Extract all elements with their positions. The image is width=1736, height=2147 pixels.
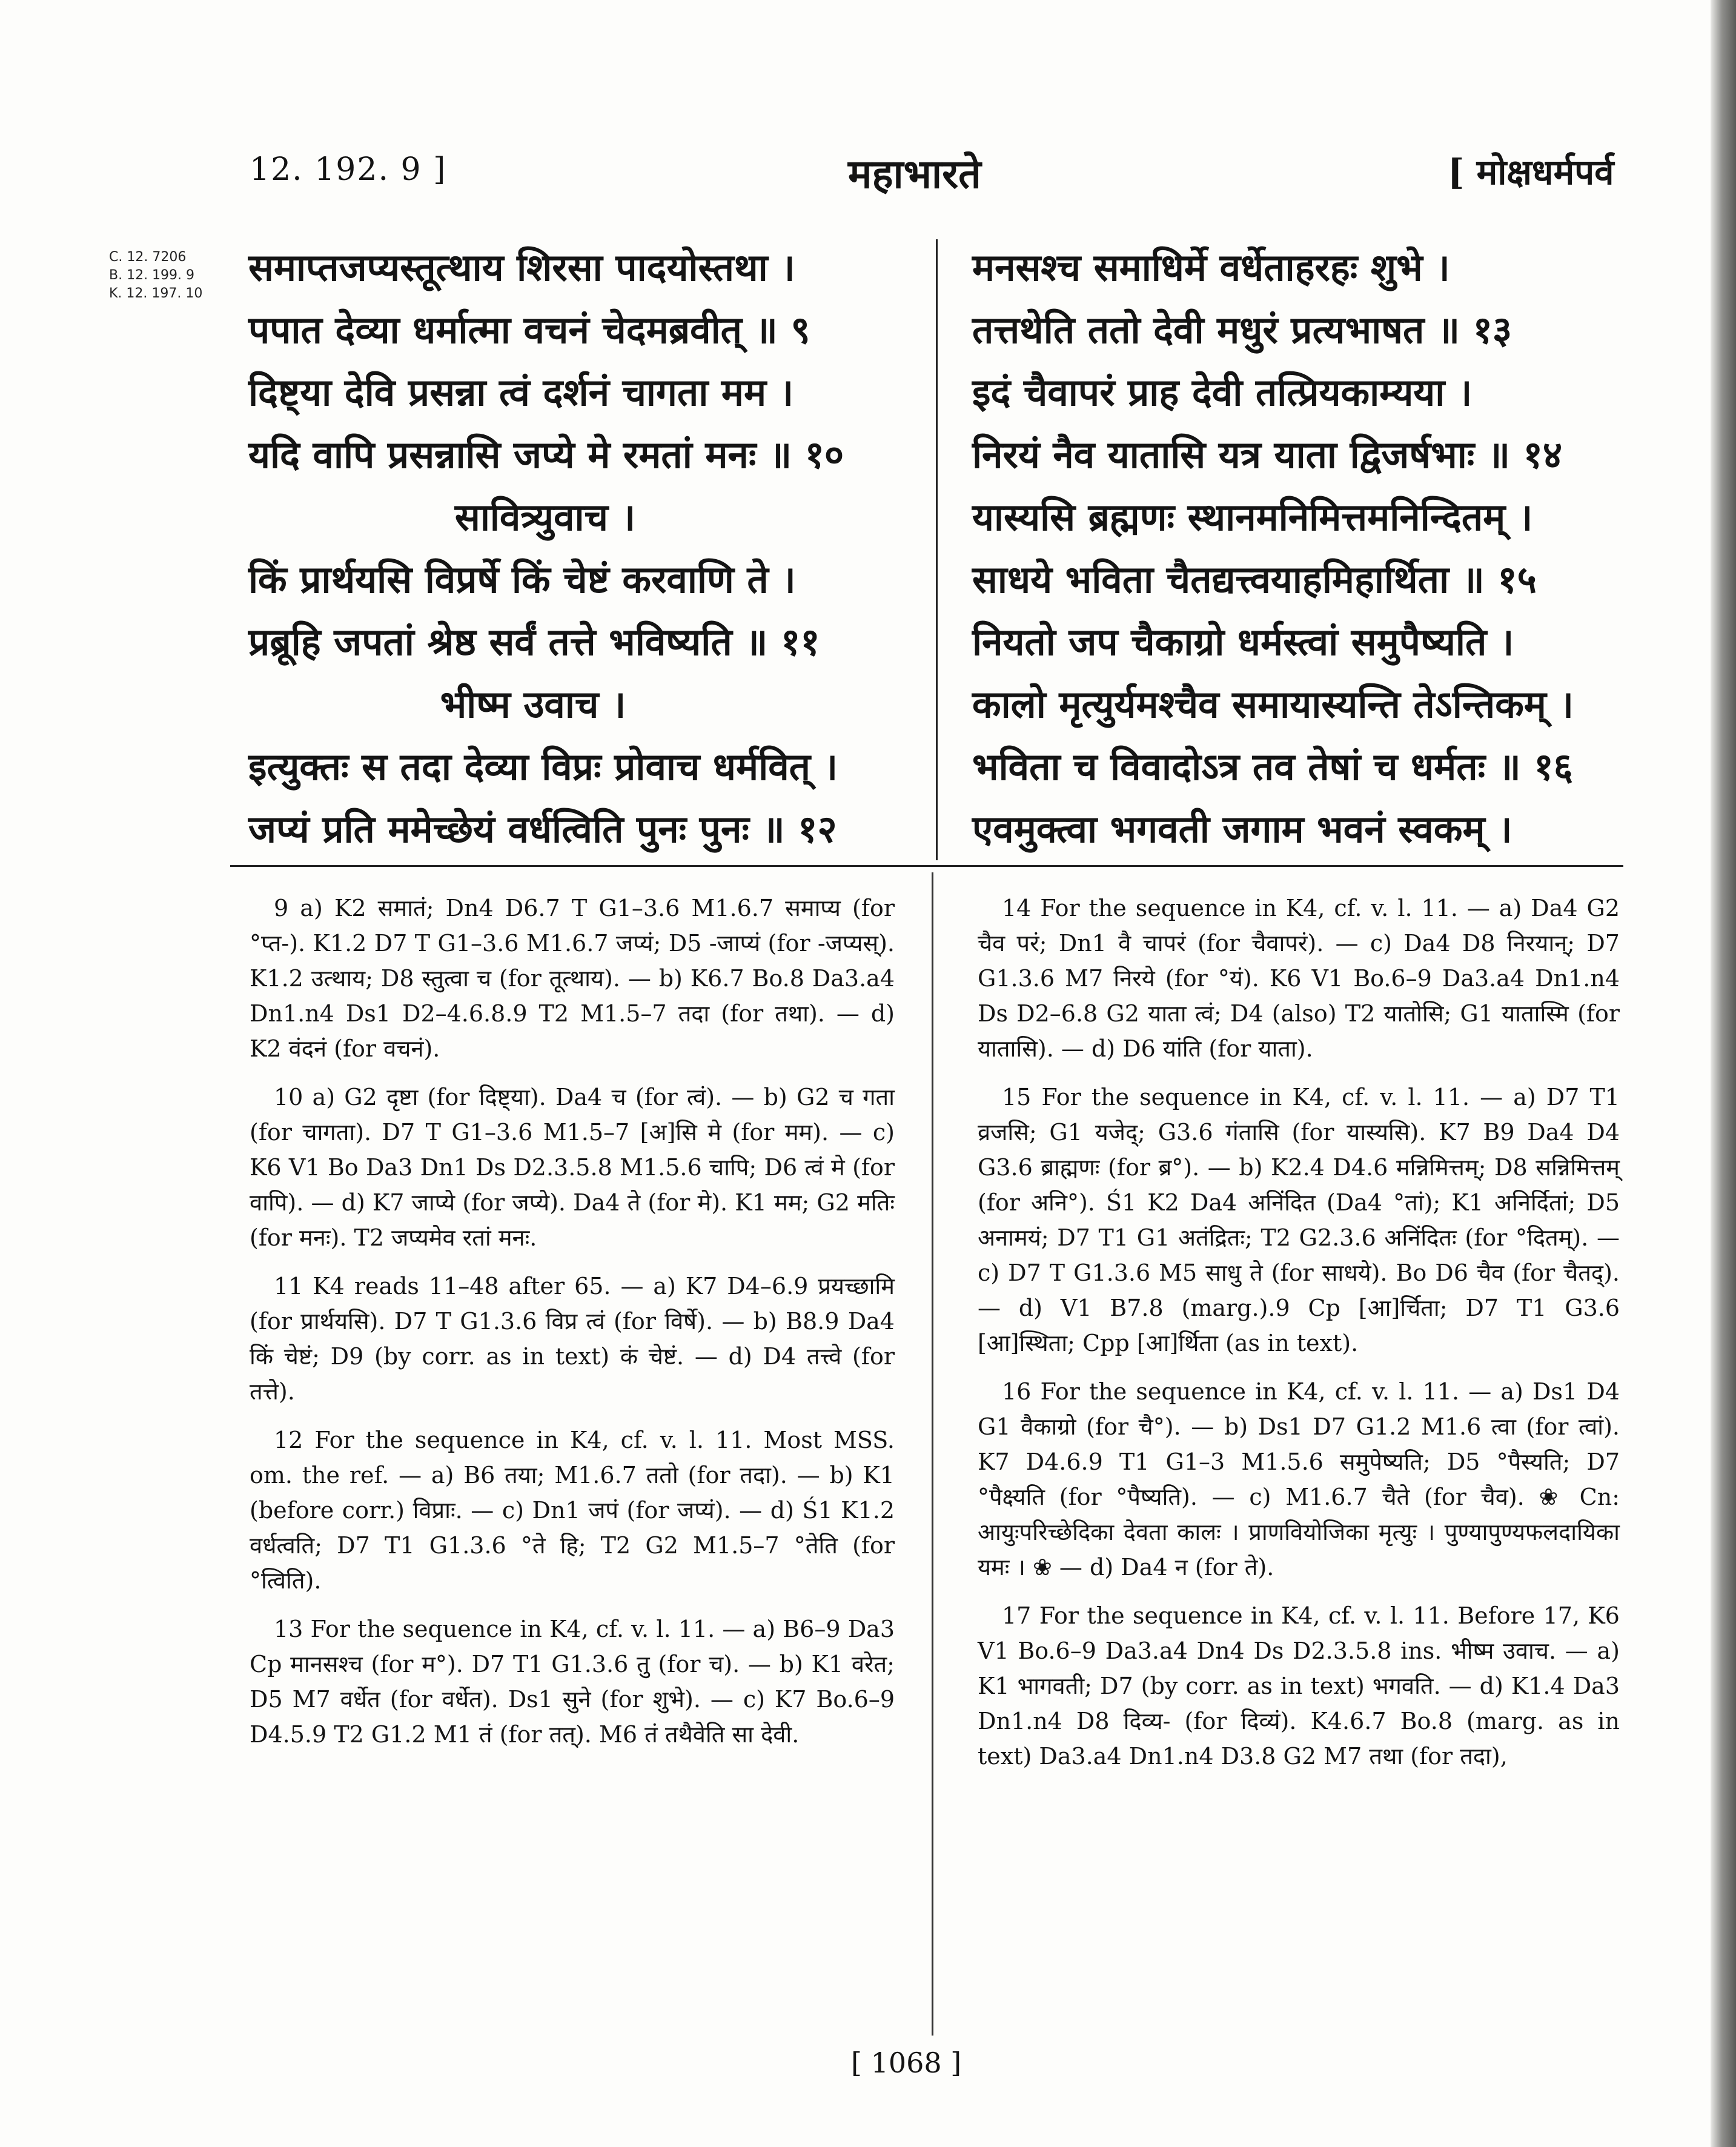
verse-line: कालो मृत्युर्यमश्चैव समायास्यन्ति तेऽन्तिकम् । [972,682,1574,726]
apparatus-column-left [250,891,895,1765]
verse-line: मनसश्च समाधिर्मे वर्धेताहरहः शुभे । [972,245,1450,290]
verse-line: किं प्रार्थयसि विप्रर्षे किं चेष्टं करवाणि ते । [248,557,796,602]
margin-ref: K. 12. 197. 10 [109,286,203,301]
verse-reference: 12. 192. 9 ] [250,151,447,188]
apparatus-note: 17 For the sequence in K4, cf. v. l. 11. Before 17, K6 V1 Bo.6–9 Da3.a4 Dn4 Ds D2.3.5.8 ins. भीष्म उवाच. — a) K1 भागवती; D7 (by corr. as in text) भगवति. — d) K1.4 Da3 Dn1.n4 D8 दिव्य- (for दिव्यं). K4.6.7 Bo.8 (marg. as in text) Da3.a4 Dn1.n4 D3.8 G2 M7 तथा (for तदा), [978,1602,1620,1770]
apparatus-note: 12 For the sequence in K4, cf. v. l. 11. Most MSS. om. the ref. — a) B6 तया; M1.6.7 ततो (for तदा). — b) K1 (before corr.) विप्राः. — c) Dn1 जपं (for जप्यं). — d) Ś1 K1.2 वर्धत्वति; D7 T1 G1.3.6 °ते हि; T2 G2 M1.5–7 °तेति (for °त्विति). [250,1427,895,1594]
text-apparatus-rule [230,865,1623,867]
verse-line: पपात देव्या धर्मात्मा वचनं चेदमब्रवीत् ॥ ९ [248,308,810,352]
book-title: महाभारते [848,150,981,197]
apparatus-note: 15 For the sequence in K4, cf. v. l. 11. — a) D7 T1 व्रजसि; G1 यजेद्; G3.6 गंतासि (for यास्यसि). K7 B9 Da4 D4 G3.6 ब्राह्मणः (for ब्र°). — b) K2.4 D4.6 मन्निमित्तम्; D8 सन्निमित्तम् (for अनि°). Ś1 K2 Da4 अनिंदित (Da4 °तां); K1 अनिर्दितां; D5 अनामयं; D7 T1 G1 अतंद्रितः; T2 G2.3.6 अनिंदितः (for °दितम्). — c) D7 T G1.3.6 M5 साधु ते (for साधये). Bo D6 चैव (for चैतद्). — d) V1 B7.8 (marg.).9 Cp [आ]र्चिता; D7 T1 G3.6 [आ]स्थिता; Cpp [आ]र्थिता (as in text). [978,1084,1620,1356]
verse-column-left [248,236,915,860]
verse-line: निरयं नैव यातासि यत्र याता द्विजर्षभाः ॥ १४ [972,433,1563,477]
verse-line: यास्यसि ब्रह्मणः स्थानमनिमित्तमनिन्दितम् । [972,495,1533,539]
apparatus-note: 14 For the sequence in K4, cf. v. l. 11. — a) Da4 G2 चैव परं; Dn1 वै चापरं (for चैवापरं). — c) Da4 D8 निरयान्; D7 G1.3.6 M7 निरये (for °यं). K6 V1 Bo.6–9 Da3.a4 Dn1.n4 Ds D2–6.8 G2 याता त्वं; D4 (also) T2 यातोसि; G1 यातास्मि (for यातासि). — d) D6 यांति (for याता). [978,895,1620,1062]
speaker-heading: सावित्र्युवाच । [454,495,636,539]
verse-line: तत्तथेति ततो देवी मधुरं प्रत्यभाषत ॥ १३ [972,308,1512,352]
verse-line: यदि वापि प्रसन्नासि जप्ये मे रमतां मनः ॥ १० [248,433,844,477]
apparatus-column-right [978,891,1620,1787]
verse-line: भविता च विवादोऽत्र तव तेषां च धर्मतः ॥ १६ [972,745,1573,789]
page-edge [1711,0,1736,2147]
column-divider [936,239,938,860]
parvan-title: [ मोक्षधर्मपर्व [1448,151,1614,193]
apparatus-note: 16 For the sequence in K4, cf. v. l. 11. — a) Ds1 D4 G1 वैकाग्रो (for चै°). — b) Ds1 D7 G1.2 M1.6 त्वा (for त्वां). K7 D4.6.9 T1 G1–3 M1.5.6 समुपेष्यति; D5 °पैस्यति; D7 °पैक्ष्यति (for °पैष्यति). — c) M1.6.7 चैते (for चैव). ❀ Cn: आयुःपरिच्छेदिका देवता कालः । प्राणवियोजिका मृत्युः । पुण्यापुण्यफलदायिका यमः । ❀ — d) Da4 न (for ते). [978,1378,1620,1581]
margin-ref: C. 12. 7206 [109,250,187,265]
verse-line: इदं चैवापरं प्राह देवी तत्प्रियकाम्यया । [972,370,1473,414]
verse-column-right [972,236,1638,860]
verse-line: एवमुक्त्वा भगवती जगाम भवनं स्वकम् । [972,807,1512,851]
speaker-heading: भीष्म उवाच । [440,682,626,726]
verse-line: इत्युक्तः स तदा देव्या विप्रः प्रोवाच धर्मवित् । [248,745,838,789]
page-number: [ 1068 ] [851,2046,962,2079]
apparatus-note: 9 a) K2 समातं; Dn4 D6.7 T G1–3.6 M1.6.7 समाप्य (for °प्त-). K1.2 D7 T G1–3.6 M1.6.7 जप्यं; D5 -जाप्यं (for -जप्यस्). K1.2 उत्थाय; D8 स्तुत्वा च (for तूत्थाय). — b) K6.7 Bo.8 Da3.a4 Dn1.n4 Ds1 D2–4.6.8.9 T2 M1.5–7 तदा (for तथा). — d) K2 वंदनं (for वचनं). [250,895,895,1062]
apparatus-column-divider [932,872,933,2036]
margin-ref: B. 12. 199. 9 [109,268,195,283]
apparatus-note: 11 K4 reads 11–48 after 65. — a) K7 D4–6.9 प्रयच्छामि (for प्रार्थयसि). D7 T G1.3.6 विप्र त्वं (for विर्षे). — b) B8.9 Da4 किं चेष्टं; D9 (by corr. as in text) कं चेष्टं. — d) D4 तत्त्वे (for तत्ते). [250,1273,895,1405]
verse-line: दिष्ट्या देवि प्रसन्ना त्वं दर्शनं चागता मम । [248,370,794,414]
verse-line: जप्यं प्रति ममेच्छेयं वर्धत्विति पुनः पुनः ॥ १२ [248,807,837,851]
apparatus-note: 10 a) G2 दृष्टा (for दिष्ट्या). Da4 च (for त्वं). — b) G2 च गता (for चागता). D7 T G1–3.6 M1.5–7 [अ]सि मे (for मम). — c) K6 V1 Bo Da3 Dn1 Ds D2.3.5.8 M1.5.6 चापि; D6 त्वं मे (for वापि). — d) K7 जाप्ये (for जप्ये). Da4 ते (for मे). K1 मम; G2 मतिः (for मनः). T2 जप्यमेव रतां मनः. [250,1084,895,1251]
verse-line: समाप्तजप्यस्तूत्थाय शिरसा पादयोस्तथा । [248,245,795,290]
verse-line: नियतो जप चैकाग्रो धर्मस्त्वां समुपैष्यति । [972,620,1514,664]
verse-line: प्रब्रूहि जपतां श्रेष्ठ सर्वं तत्ते भविष्यति ॥ ११ [248,620,820,664]
margin-references [109,248,202,303]
apparatus-note: 13 For the sequence in K4, cf. v. l. 11. — a) B6–9 Da3 Cp मानसश्च (for म°). D7 T1 G1.3.6 तु (for च). — b) K1 वरेत; D5 M7 वर्धेत (for वर्धेत). Ds1 सुने (for शुभे). — c) K7 Bo.6–9 D4.5.9 T2 G1.2 M1 तं (for तत्). M6 तं तथैवेति सा देवी. [250,1616,895,1748]
page-header [0,145,1736,212]
verse-line: साधये भविता चैतद्यत्त्वयाहमिहार्थिता ॥ १५ [972,557,1537,602]
